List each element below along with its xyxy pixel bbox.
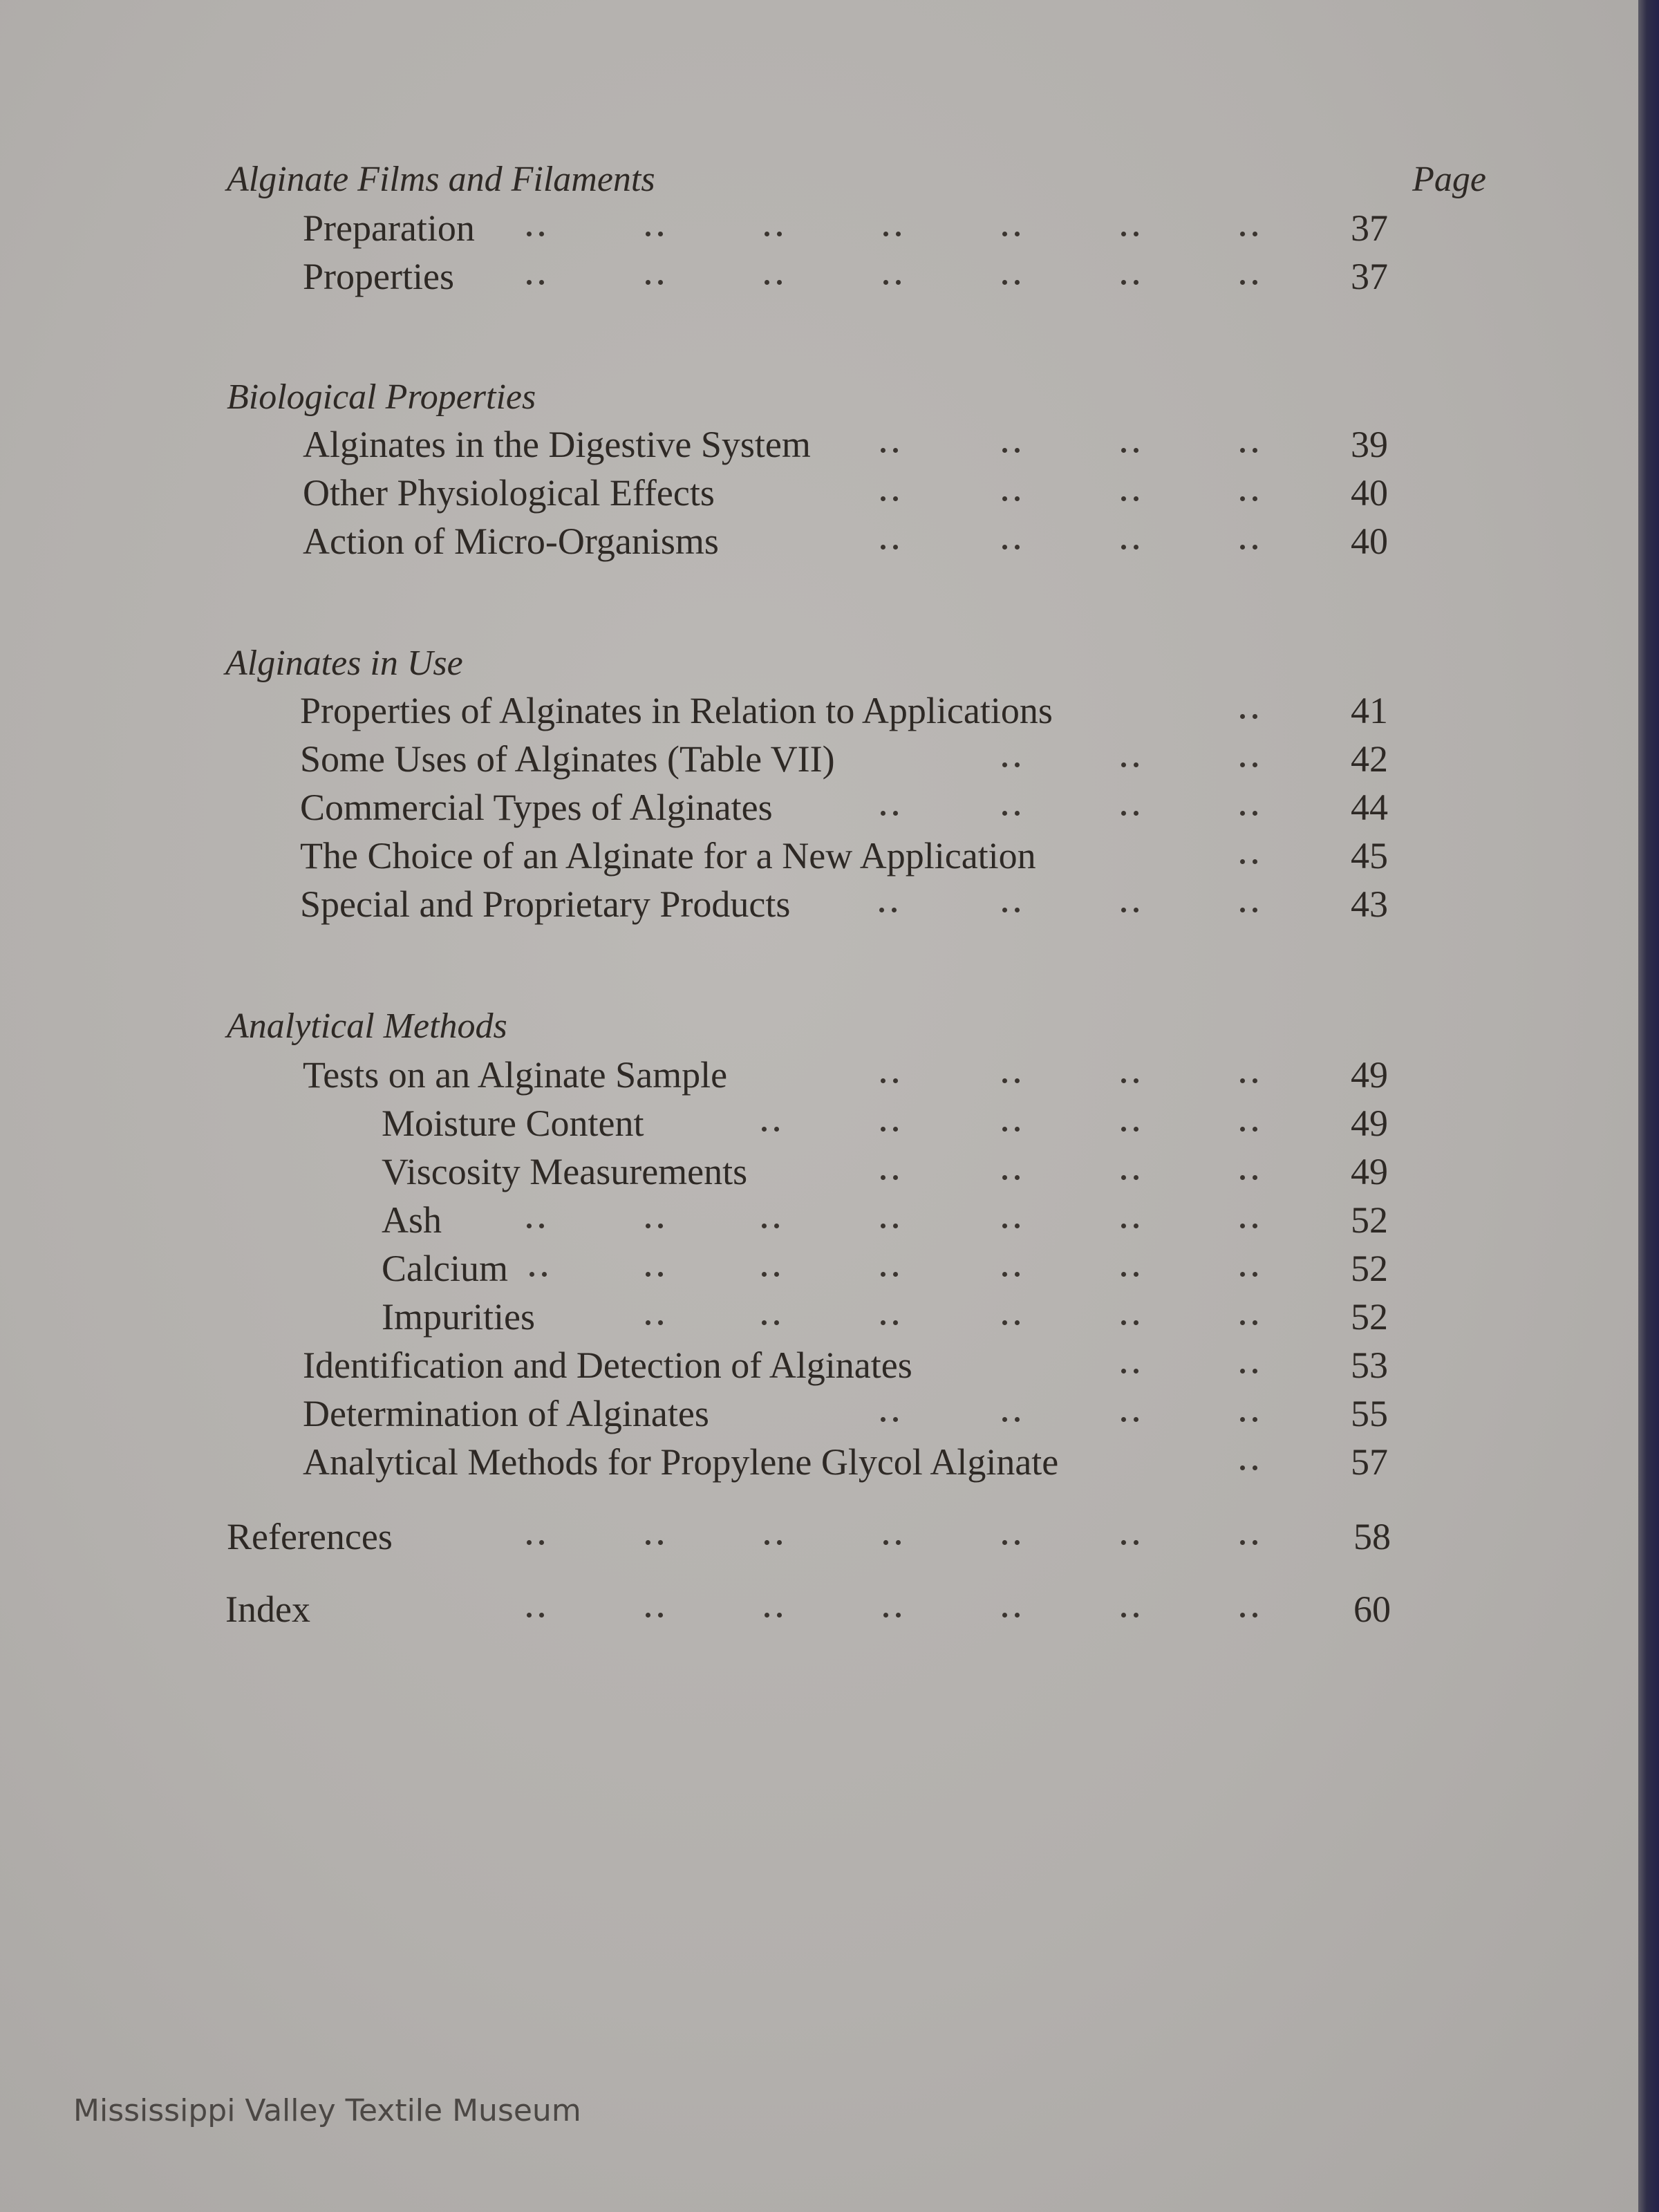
leader-dots [1237, 1272, 1261, 1277]
leader-dots [524, 280, 547, 285]
leader-dots [643, 1272, 666, 1277]
leader-dots [1237, 714, 1261, 720]
toc-entry-page: 41 [1351, 690, 1388, 731]
toc-entry-page: 49 [1351, 1151, 1388, 1192]
leader-dots [1237, 1540, 1261, 1546]
toc-entry-page: 53 [1351, 1344, 1388, 1386]
toc-entry-label: Action of Micro-Organisms [303, 521, 719, 562]
leader-dots [1118, 811, 1142, 816]
leader-dots [1237, 859, 1261, 865]
leader-dots [878, 1320, 901, 1326]
leader-dots [1000, 1078, 1023, 1084]
page-column-header: Page [1412, 160, 1486, 199]
toc-entry [382, 1147, 1557, 1196]
section-heading [227, 156, 1486, 204]
leader-dots [878, 811, 901, 816]
leader-dots [881, 280, 904, 285]
leader-dots [759, 1272, 782, 1277]
leader-dots [762, 1613, 785, 1618]
toc-entry-page: 57 [1351, 1441, 1388, 1483]
leader-dots [1118, 1078, 1142, 1084]
leader-dots [1118, 1175, 1142, 1181]
toc-entry-page: 55 [1351, 1393, 1388, 1434]
leader-dots [759, 1320, 782, 1326]
toc-entry-page: 52 [1351, 1296, 1388, 1338]
leader-dots [878, 448, 901, 453]
toc-entry-page: 40 [1351, 521, 1388, 562]
section-title: Analytical Methods [227, 1006, 507, 1046]
toc-entry-label: The Choice of an Alginate for a New Application [300, 835, 1036, 877]
leader-dots [1118, 1369, 1142, 1374]
toc-entry [303, 204, 1478, 252]
leader-dots [1000, 1175, 1023, 1181]
leader-dots [762, 1540, 785, 1546]
toc-entry-label: Ash [382, 1199, 442, 1241]
section-title: Biological Properties [227, 377, 536, 417]
toc-entry-page: 49 [1351, 1054, 1388, 1096]
leader-dots [1000, 496, 1023, 502]
leader-dots [643, 232, 666, 237]
toc-entry [382, 1196, 1557, 1244]
leader-dots [1237, 811, 1261, 816]
toc-entry [303, 517, 1478, 565]
leader-dots [1118, 448, 1142, 453]
toc-entry [300, 880, 1475, 928]
toc-entry [300, 832, 1475, 880]
leader-dots [1000, 811, 1023, 816]
toc-entry-label: Impurities [382, 1296, 535, 1338]
leader-dots [1118, 908, 1142, 913]
toc-entry-label: Viscosity Measurements [382, 1151, 748, 1192]
leader-dots [643, 1613, 666, 1618]
toc-entry-label: Commercial Types of Alginates [300, 787, 773, 828]
leader-dots [1237, 1465, 1261, 1471]
leader-dots [1237, 280, 1261, 285]
leader-dots [1000, 1127, 1023, 1132]
leader-dots [1000, 1613, 1023, 1618]
leader-dots [1118, 762, 1142, 768]
section-title: Alginates in Use [225, 644, 463, 683]
leader-dots [1237, 1175, 1261, 1181]
leader-dots [1118, 545, 1142, 550]
toc-entry-page: 45 [1351, 835, 1388, 877]
leader-dots [1118, 1272, 1142, 1277]
toc-entry-index [225, 1585, 1400, 1633]
leader-dots [1237, 1127, 1261, 1132]
leader-dots [1237, 1224, 1261, 1229]
toc-entry-page: 37 [1351, 256, 1388, 297]
book-binding-edge [1638, 0, 1659, 2212]
leader-dots [1237, 1613, 1261, 1618]
toc-entry-label: Calcium [382, 1248, 508, 1289]
toc-entry [303, 420, 1478, 469]
leader-dots [878, 1127, 901, 1132]
leader-dots [1237, 448, 1261, 453]
leader-dots [1000, 762, 1023, 768]
leader-dots [643, 1224, 666, 1229]
toc-entry [382, 1293, 1557, 1341]
toc-entry [382, 1099, 1557, 1147]
toc-entry-label: Alginates in the Digestive System [303, 424, 811, 465]
toc-entry [303, 252, 1478, 301]
leader-dots [759, 1224, 782, 1229]
leader-dots [1118, 1320, 1142, 1326]
section-title: Alginate Films and Filaments [227, 160, 655, 199]
leader-dots [1000, 448, 1023, 453]
toc-entry [300, 783, 1475, 832]
toc-entry-label: References [227, 1516, 393, 1557]
section-heading [227, 373, 1402, 422]
leader-dots [878, 1175, 901, 1181]
leader-dots [524, 1224, 547, 1229]
leader-dots [1118, 1127, 1142, 1132]
toc-entry [303, 1389, 1478, 1438]
toc-entry-page: 43 [1351, 883, 1388, 925]
leader-dots [524, 232, 547, 237]
leader-dots [643, 1320, 666, 1326]
leader-dots [1118, 1224, 1142, 1229]
leader-dots [1000, 1417, 1023, 1423]
leader-dots [1118, 496, 1142, 502]
watermark: Mississippi Valley Textile Museum [73, 2093, 581, 2128]
toc-entry-label: Moisture Content [382, 1103, 644, 1144]
toc-entry-page: 52 [1351, 1199, 1388, 1241]
leader-dots [524, 1540, 547, 1546]
leader-dots [881, 1613, 904, 1618]
section-heading [225, 639, 1400, 688]
leader-dots [1237, 1320, 1261, 1326]
leader-dots [1237, 1417, 1261, 1423]
toc-entry-page: 39 [1351, 424, 1388, 465]
toc-entry-label: Analytical Methods for Propylene Glycol Alginate [303, 1441, 1059, 1483]
toc-entry-label: Special and Proprietary Products [300, 883, 791, 925]
leader-dots [878, 1417, 901, 1423]
leader-dots [1000, 1224, 1023, 1229]
leader-dots [1118, 232, 1142, 237]
toc-entry-label: Some Uses of Alginates (Table VII) [300, 738, 835, 780]
toc-entry [300, 735, 1475, 783]
toc-entry [300, 686, 1475, 735]
leader-dots [1118, 1417, 1142, 1423]
toc-entry [303, 1051, 1478, 1099]
toc-entry-label: Preparation [303, 207, 475, 249]
toc-entry [303, 469, 1478, 517]
leader-dots [1000, 1540, 1023, 1546]
leader-dots [1118, 1540, 1142, 1546]
toc-entry-page: 58 [1353, 1516, 1391, 1557]
leader-dots [1000, 545, 1023, 550]
toc-entry [303, 1438, 1478, 1486]
leader-dots [878, 496, 901, 502]
leader-dots [1237, 762, 1261, 768]
leader-dots [878, 1078, 901, 1084]
leader-dots [1237, 908, 1261, 913]
toc-entry-label: Properties of Alginates in Relation to Applications [300, 690, 1053, 731]
toc-entry-page: 49 [1351, 1103, 1388, 1144]
leader-dots [881, 232, 904, 237]
leader-dots [878, 545, 901, 550]
toc-entry-label: Identification and Detection of Alginates [303, 1344, 912, 1386]
toc-entry [303, 1341, 1478, 1389]
leader-dots [1237, 1078, 1261, 1084]
leader-dots [643, 280, 666, 285]
leader-dots [878, 1224, 901, 1229]
leader-dots [1237, 545, 1261, 550]
toc-entry [382, 1244, 1557, 1293]
toc-entry-page: 40 [1351, 472, 1388, 514]
leader-dots [1000, 280, 1023, 285]
section-heading [227, 1002, 1402, 1051]
toc-entry-page: 44 [1351, 787, 1388, 828]
leader-dots [524, 1613, 547, 1618]
leader-dots [1000, 232, 1023, 237]
leader-dots [1237, 232, 1261, 237]
leader-dots [1118, 1613, 1142, 1618]
leader-dots [1237, 1369, 1261, 1374]
leader-dots [877, 908, 900, 913]
toc-entry-label: Tests on an Alginate Sample [303, 1054, 728, 1096]
leader-dots [762, 232, 785, 237]
toc-entry-label: Determination of Alginates [303, 1393, 709, 1434]
toc-entry-label: Index [225, 1588, 310, 1630]
toc-entry-label: Properties [303, 256, 454, 297]
toc-entry-page: 42 [1351, 738, 1388, 780]
leader-dots [643, 1540, 666, 1546]
toc-entry-page: 60 [1353, 1588, 1391, 1630]
leader-dots [1118, 280, 1142, 285]
toc-entry-references [227, 1512, 1402, 1561]
leader-dots [1000, 1320, 1023, 1326]
leader-dots [1000, 1272, 1023, 1277]
toc-entry-page: 37 [1351, 207, 1388, 249]
leader-dots [1000, 908, 1023, 913]
toc-entry-page: 52 [1351, 1248, 1388, 1289]
leader-dots [878, 1272, 901, 1277]
leader-dots [759, 1127, 782, 1132]
leader-dots [527, 1272, 550, 1277]
leader-dots [881, 1540, 904, 1546]
leader-dots [1237, 496, 1261, 502]
leader-dots [762, 280, 785, 285]
toc-entry-label: Other Physiological Effects [303, 472, 715, 514]
